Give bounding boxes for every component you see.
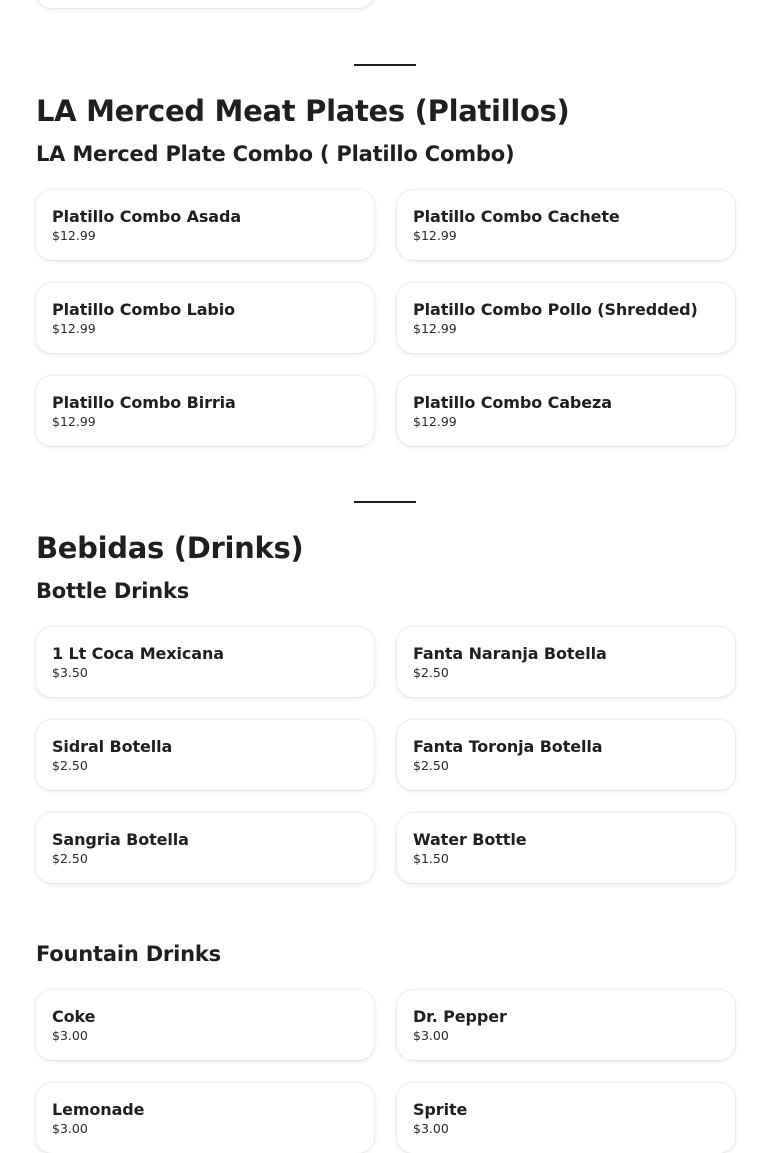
menu-item-name: Fanta Toronja Botella	[413, 737, 603, 756]
menu-item-name: Sprite	[413, 1100, 468, 1119]
menu-item-price: $2.50	[413, 665, 449, 680]
menu-item-card[interactable]	[397, 813, 735, 883]
menu-item-name: Platillo Combo Pollo (Shredded)	[413, 300, 698, 319]
menu-item-price: $2.50	[52, 758, 88, 773]
menu-item-name: Dr. Pepper	[413, 1007, 507, 1026]
menu-item-name: Coke	[52, 1007, 96, 1026]
menu-item-price: $12.99	[52, 228, 96, 243]
section-title: Bebidas (Drinks)	[36, 531, 304, 565]
menu-item-price: $3.00	[413, 1028, 449, 1043]
menu-item-card[interactable]	[397, 376, 735, 446]
menu-item-card[interactable]	[36, 627, 374, 697]
menu-item-price: $12.99	[413, 228, 457, 243]
menu-item-price: $3.00	[413, 1121, 449, 1136]
menu-item-card[interactable]	[36, 813, 374, 883]
menu-item-name: Platillo Combo Asada	[52, 207, 242, 226]
menu-item-name: Platillo Combo Cachete	[413, 207, 620, 226]
menu-item-price: $12.99	[52, 321, 96, 336]
subsection-title: Bottle Drinks	[36, 579, 190, 603]
menu-item-price: $3.00	[52, 1028, 88, 1043]
section-divider	[354, 501, 416, 503]
menu-item-card[interactable]	[36, 990, 374, 1060]
menu-item-price: $2.50	[413, 758, 449, 773]
menu-item-price: $12.99	[413, 321, 457, 336]
menu-item-price: $3.00	[52, 1121, 88, 1136]
menu-item-name: Sangria Botella	[52, 830, 189, 849]
menu-item-price: $2.50	[52, 851, 88, 866]
menu-item-name: Platillo Combo Birria	[52, 393, 236, 412]
menu-item-card[interactable]	[36, 720, 374, 790]
menu-item-card[interactable]	[36, 1083, 374, 1153]
menu-item-name: Fanta Naranja Botella	[413, 644, 607, 663]
menu-item-card[interactable]	[36, 190, 374, 260]
menu-item-card[interactable]	[397, 720, 735, 790]
menu-item-name: Platillo Combo Labio	[52, 300, 236, 319]
menu-item-card[interactable]	[397, 1083, 735, 1153]
section-title: LA Merced Meat Plates (Platillos)	[36, 94, 570, 128]
subsection-title: Fountain Drinks	[36, 942, 221, 966]
menu-item-price: $12.99	[413, 414, 457, 429]
menu-item-price: $1.50	[413, 851, 449, 866]
menu-item-card[interactable]	[397, 627, 735, 697]
menu-item-name: 1 Lt Coca Mexicana	[52, 644, 224, 663]
menu-item-price: $3.50	[52, 665, 88, 680]
menu-item-card[interactable]	[397, 283, 735, 353]
menu-item-name: Water Bottle	[413, 830, 527, 849]
menu-item-card[interactable]	[36, 376, 374, 446]
menu-item-card[interactable]	[36, 283, 374, 353]
section-divider	[354, 64, 416, 66]
menu-item-name: Platillo Combo Cabeza	[413, 393, 612, 412]
menu-item-price: $12.99	[52, 414, 96, 429]
menu-item-card[interactable]	[36, 0, 374, 8]
menu-item-card[interactable]	[397, 990, 735, 1060]
menu-item-name: Lemonade	[52, 1100, 145, 1119]
menu-item-card[interactable]	[397, 190, 735, 260]
subsection-title: LA Merced Plate Combo ( Platillo Combo)	[36, 142, 515, 166]
menu-item-name: Sidral Botella	[52, 737, 173, 756]
